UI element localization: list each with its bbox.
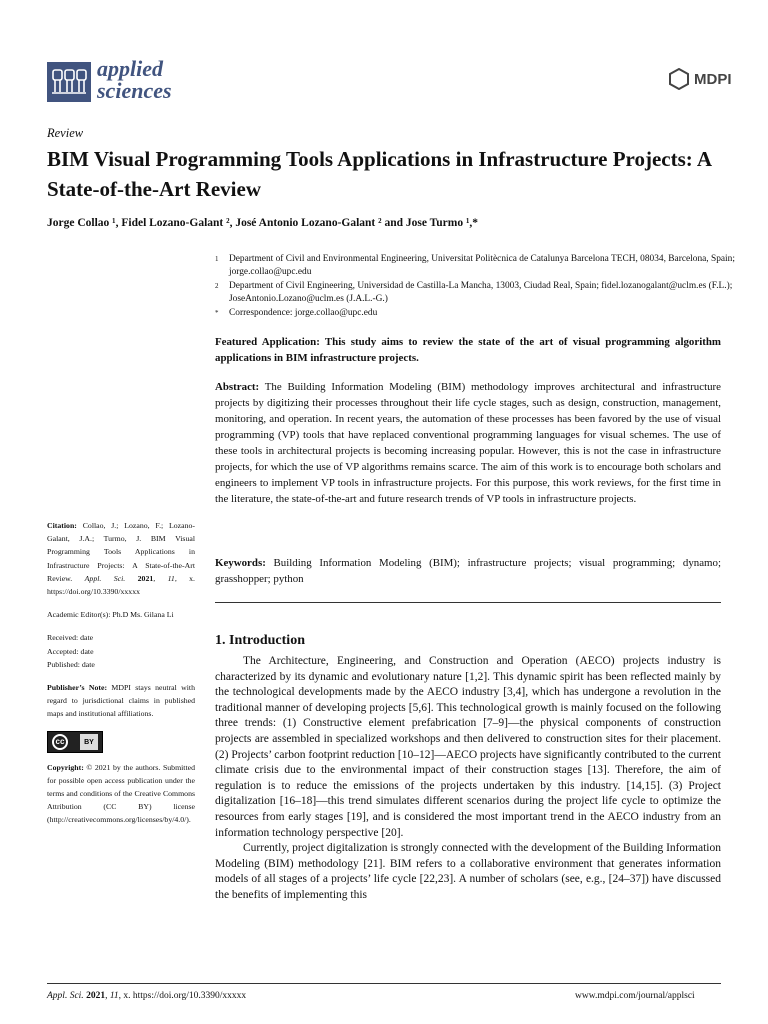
paragraph: The Architecture, Engineering, and Construction and Operation (AECO) projects industry is characterized by its dynamic and evolutionary nature [1,2]. This dynamic spirit has been reflected mainly by the technological developments made by the AECO industry [3,4], which has undergone a revolution in the traditional manner of developing projects [5,6]. This technological growth is mainly focused on the following three trends: (1) Constructive element prefabrication [7–9]—the physical components of construction projects are assembled in specialized workshops and then delivered to construction sites for their placement. (2) Projects’ carbon footprint reduction [10–12]—AECO projects have significantly contributed to the current climate crisis due to the environmental impact of their construction stages [13]. Therefore, the aim of regulation is to reduce the emissions of the projects undertaken by this industry. [14,15]. (3) Project digitalization [16–18]—this trend simulates different scenarios during the project life cycle to optimize the resources from early stages [19], and is considered the most important trend in the AECO industry from an information technology perspective [20].	[215, 655, 721, 839]
correspondence	[215, 307, 735, 320]
footer-rest: , x. https://doi.org/10.3390/xxxxx	[118, 991, 247, 1001]
citation-block: Citation: Collao, J.; Lozano, F.; Lozano-Galant, J.A.; Turmo, J. BIM Visual Programming Tools Applications in Infrastructure Projects: A State-of-the-Art Review. Appl. Sci. 2021, 11, x. https://doi.org/10.3390/xxxxx	[47, 521, 196, 597]
publisher-note-text: MDPI stays neutral with regard to jurisdictional claims in published maps and institutional affiliations.	[47, 683, 195, 719]
citation-journal: Appl. Sci.	[84, 573, 126, 583]
academic-editor: Academic Editor(s): Ph.D Ms. Gilana Li	[47, 610, 174, 620]
accepted-date: Accepted: date	[47, 646, 94, 656]
citation-label: Citation:	[47, 521, 77, 530]
affiliation-1	[215, 253, 735, 279]
introduction-body	[215, 654, 721, 904]
article-type: Review	[47, 126, 84, 140]
copyright-block	[47, 761, 195, 827]
affiliation-marker: *	[215, 308, 219, 317]
mdpi-hexagon-icon	[668, 68, 690, 90]
journal-name-line2: sciences	[97, 78, 172, 103]
affiliation-marker: 2	[215, 281, 219, 290]
cc-by-license-icon[interactable]	[47, 731, 103, 753]
keywords-text: Building Information Modeling (BIM); infrastructure projects; visual programming; dynamo; grasshopper; python	[215, 557, 721, 585]
author-list: Jorge Collao ¹, Fidel Lozano-Galant ², José Antonio Lozano-Galant ² and Jose Turmo ¹,*	[47, 217, 479, 229]
citation-doi-link[interactable]: https://doi.org/10.3390/xxxxx	[47, 587, 140, 597]
citation-rest: , x.	[174, 573, 196, 583]
citation-volume: 11	[167, 573, 175, 583]
footer-journal: Appl. Sci.	[47, 991, 84, 1001]
affiliation-text: Department of Civil Engineering, Universidad de Castilla-La Mancha, 13003, Ciudad Real, Spain; fidel.lozanogalant@uclm.es (F.L.); JoseAntonio.Lozano@uclm.es (J.A.L.-G.)	[229, 280, 733, 305]
footer-volume: 11	[109, 991, 119, 1001]
section-heading: 1. Introduction	[215, 633, 305, 648]
journal-name	[97, 58, 172, 102]
affiliation-text: Department of Civil and Environmental Engineering, Universitat Politècnica de Catalunya Barcelona TECH, 08034, Barcelona, Spain; jorge.collao@upc.edu	[229, 254, 735, 278]
affiliation-2	[215, 280, 735, 306]
affiliation-marker: 1	[215, 255, 219, 263]
journal-url-link[interactable]: www.mdpi.com/journal/applsci	[575, 991, 695, 1001]
section-divider	[215, 602, 721, 603]
publisher-logo	[668, 68, 732, 90]
abstract-label: Abstract:	[215, 381, 260, 393]
affiliation-text: Correspondence: jorge.collao@upc.edu	[229, 307, 378, 318]
paragraph: Currently, project digitalization is strongly connected with the development of the Building Information Modeling (BIM) methodology [21]. BIM refers to a collaborative environment that generates information models of all stages of a projects’ life cycle [22,23]. A number of scholars (see, e.g., [24–37]) have discussed the benefits of implementing this	[215, 842, 721, 901]
cc-symbol: cc	[52, 734, 68, 750]
keywords-label: Keywords:	[215, 557, 266, 569]
featured-application: Featured Application: This study aims to review the state of the art of visual programming algorithm applications in BIM infrastructure projects.	[215, 336, 721, 364]
publisher-note	[47, 681, 195, 721]
by-symbol: BY	[80, 734, 98, 750]
affiliations	[215, 253, 735, 321]
journal-logo-icon	[47, 62, 91, 102]
journal-name-line1: applied	[97, 56, 163, 81]
publisher-note-label: Publisher’s Note:	[47, 683, 108, 693]
copyright-text: © 2021 by the authors. Submitted for possible open access publication under the terms and conditions of the Creative Commons Attribution (CC BY) license (http://creativecommons.org/licenses/by/4.0/).	[47, 762, 195, 825]
abstract-text: The Building Information Modeling (BIM) methodology improves architectural and infrastructure projects by digitizing their processes throughout their life cycle stages, such as design, construction, management, monitoring, and operation. In recent years, the automation of these processes has been favored by the use of visual programming (VP) tools that have replaced conventional programming languages for visual schemes. The use of these tools in architectural projects is becoming increasing popular. However, this is not the case in infrastructure projects, for which the use of VP algorithms remains scarce. The aim of this work is to encourage both scholars and engineers to implement VP tools in infrastructure projects. For this purpose, this work reviews, for the first time in the literature, the state-of-the-art and future research trends of VP tools in infrastructure projects.	[215, 381, 721, 505]
received-date: Received: date	[47, 633, 94, 643]
footer-divider	[47, 983, 721, 984]
published-date: Published: date	[47, 659, 95, 669]
copyright-label: Copyright:	[47, 762, 84, 772]
footer-year: 2021	[86, 991, 106, 1001]
abstract	[215, 379, 721, 507]
publisher-name: MDPI	[694, 70, 732, 88]
citation-text: Collao, J.; Lozano, F.; Lozano-Galant, J.A.; Turmo, J. BIM Visual Programming Tools Applications in Infrastructure Projects: A State-of-the-Art Review.	[47, 521, 195, 583]
article-title: BIM Visual Programming Tools Applications in Infrastructure Projects: A State-of-the-Art Review	[47, 147, 711, 201]
sidebar-metadata	[47, 519, 195, 837]
keywords	[215, 555, 721, 587]
citation-year: 2021	[137, 573, 154, 583]
footer-citation: Appl. Sci. 2021, 11, x. https://doi.org/10.3390/xxxxx	[47, 991, 247, 1001]
